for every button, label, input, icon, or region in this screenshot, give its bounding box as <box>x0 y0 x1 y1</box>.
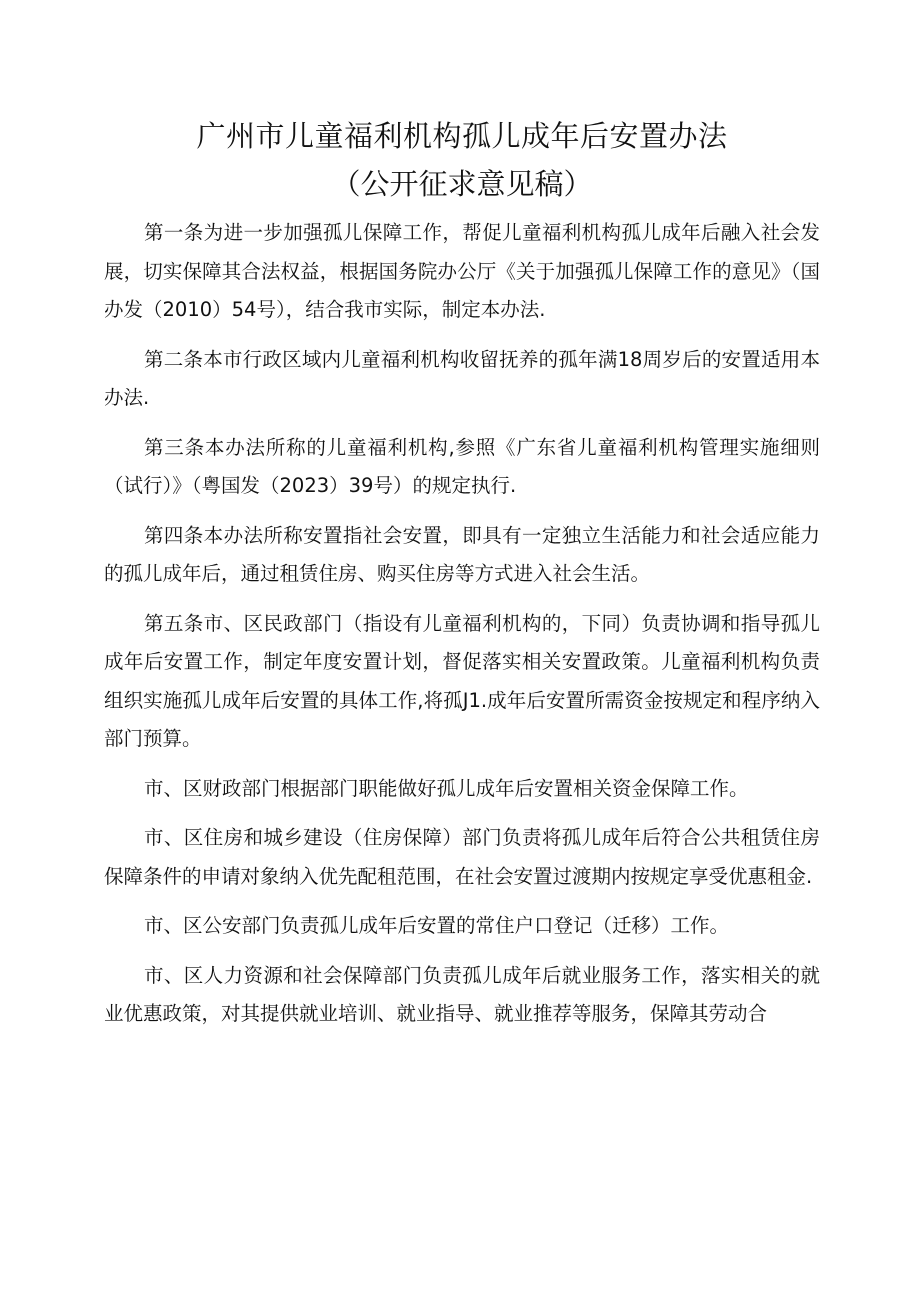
finance-dept-paragraph: 市、区财政部门根据部门职能做好孤儿成年后安置相关资金保障工作。 <box>144 776 749 800</box>
article-2-paragraph: 第二条本市行政区域内儿童福利机构收留抚养的孤年满18周岁后的安置适用本办法. <box>104 347 820 409</box>
article-4-paragraph: 第四条本办法所称安置指社会安置，即具有一定独立生活能力和社会适应能力的孤儿成年后，通过租赁住房、购买住房等方式进入社会生活。 <box>104 523 820 585</box>
article-3-paragraph: 第三条本办法所称的儿童福利机构,参照《广东省儿童福利机构管理实施细则（试行）》（粤国发（2023）39号）的规定执行. <box>104 435 820 497</box>
housing-dept-paragraph: 市、区住房和城乡建设（住房保障）部门负责将孤儿成年后符合公共租赁住房保障条件的申请对象纳入优先配租范围，在社会安置过渡期内按规定享受优惠租金. <box>104 826 820 888</box>
human-resources-paragraph: 市、区人力资源和社会保障部门负责孤儿成年后就业服务工作，落实相关的就业优惠政策，对其提供就业培训、就业指导、就业推荐等服务，保障其劳动合 <box>104 963 820 1025</box>
article-1-paragraph: 第一条为进一步加强孤儿保障工作，帮促儿童福利机构孤儿成年后融入社会发展，切实保障其合法权益，根据国务院办公厅《关于加强孤儿保障工作的意见》（国办发（2010）54号），结合我市实际，制定本办法. <box>104 221 820 321</box>
public-security-paragraph: 市、区公安部门负责孤儿成年后安置的常住户口登记（迁移）工作。 <box>144 914 730 937</box>
article-5-paragraph: 第五条市、区民政部门（指设有儿童福利机构的，下同）负责协调和指导孤儿成年后安置工作，制定年度安置计划，督促落实相关安置政策。儿童福利机构负责组织实施孤儿成年后安置的具体工作,将孤J1.成年后安置所需资金按规定和程序纳入部门预算。 <box>104 611 820 750</box>
document-title: 广州市儿童福利机构孤儿成年后安置办法 <box>196 119 728 153</box>
document-subtitle: （公开征求意见稿） <box>331 167 593 201</box>
